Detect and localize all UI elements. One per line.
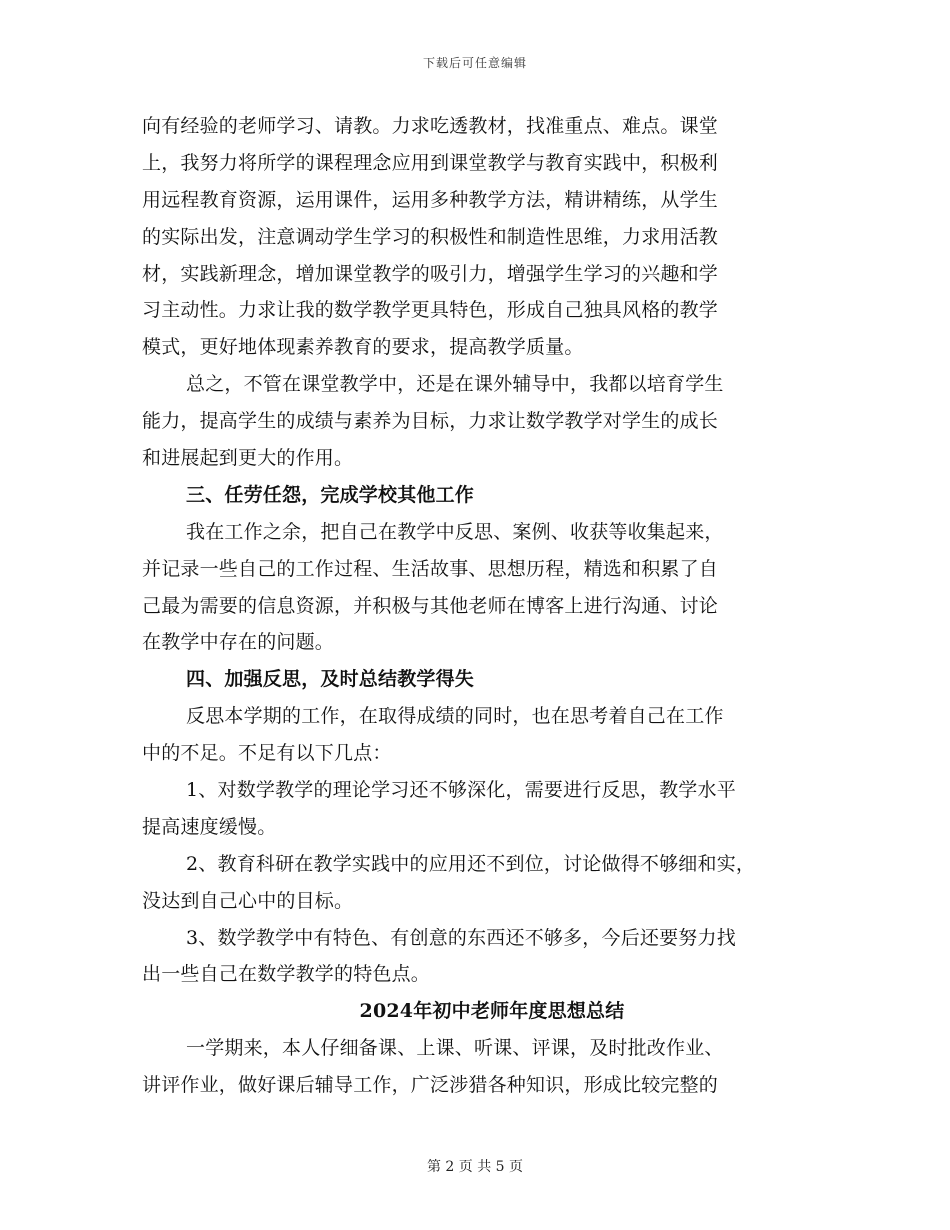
page-footer: 第 2 页 共 5 页 xyxy=(426,1159,524,1175)
paragraph-line: 出一些自己在数学教学的特色点。 xyxy=(142,963,431,986)
paragraph-line: 3、数学教学中有特色、有创意的东西还不够多，今后还要努力找 xyxy=(186,926,736,949)
paragraph-line: 一学期来，本人仔细备课、上课、听课、评课，及时批改作业、 xyxy=(186,1037,724,1060)
section-heading: 四、加强反思，及时总结教学得失 xyxy=(186,668,475,691)
paragraph-line: 2、教育科研在教学实践中的应用还不到位，讨论做得不够细和实， xyxy=(186,852,756,875)
document-body xyxy=(142,108,842,1104)
paragraph-line: 上，我努力将所学的课程理念应用到课堂教学与教育实践中，积极利 xyxy=(142,151,719,174)
paragraph-line: 没达到自己心中的目标。 xyxy=(142,889,354,912)
paragraph-line: 反思本学期的工作，在取得成绩的同时，也在思考着自己在工作 xyxy=(186,705,724,728)
paragraph-line: 模式，更好地体现素养教育的要求，提高教学质量。 xyxy=(142,336,584,359)
paragraph-line: 向有经验的老师学习、请教。力求吃透教材，找准重点、难点。课堂 xyxy=(142,115,719,137)
paragraph-line: 能力，提高学生的成绩与素养为目标，力求让数学教学对学生的成长 xyxy=(142,410,719,433)
paragraph-line: 中的不足。不足有以下几点： xyxy=(142,742,392,765)
paragraph-line: 习主动性。力求让我的数学教学更具特色，形成自己独具风格的教学 xyxy=(142,299,719,322)
section-title: 2024年初中老师年度思想总结 xyxy=(359,1000,625,1023)
section-heading: 三、任劳任怨，完成学校其他工作 xyxy=(186,483,475,506)
paragraph-line: 用远程教育资源，运用课件，运用多种教学方法，精讲精练，从学生 xyxy=(142,188,719,211)
paragraph-line: 我在工作之余，把自己在教学中反思、案例、收获等收集起来， xyxy=(186,520,724,543)
paragraph-line: 的实际出发，注意调动学生学习的积极性和制造性思维，力求用活教 xyxy=(142,225,719,248)
paragraph-line: 和进展起到更大的作用。 xyxy=(142,447,354,470)
paragraph-line: 并记录一些自己的工作过程、生活故事、思想历程，精选和积累了自 xyxy=(142,557,719,580)
paragraph-line: 提高速度缓慢。 xyxy=(142,815,277,838)
paragraph-line: 1、对数学教学的理论学习还不够深化，需要进行反思，教学水平 xyxy=(186,779,736,802)
paragraph-line: 在教学中存在的问题。 xyxy=(142,631,335,654)
paragraph-line: 材，实践新理念，增加课堂教学的吸引力，增强学生学习的兴趣和学 xyxy=(142,262,719,285)
paragraph-line: 己最为需要的信息资源，并积极与其他老师在博客上进行沟通、讨论 xyxy=(142,594,719,617)
paragraph-line: 总之，不管在课堂教学中，还是在课外辅导中，我都以培育学生 xyxy=(186,373,724,396)
page-header: 下载后可任意编辑 xyxy=(422,56,527,70)
paragraph-line: 讲评作业，做好课后辅导工作，广泛涉猎各种知识，形成比较完整的 xyxy=(142,1074,719,1097)
